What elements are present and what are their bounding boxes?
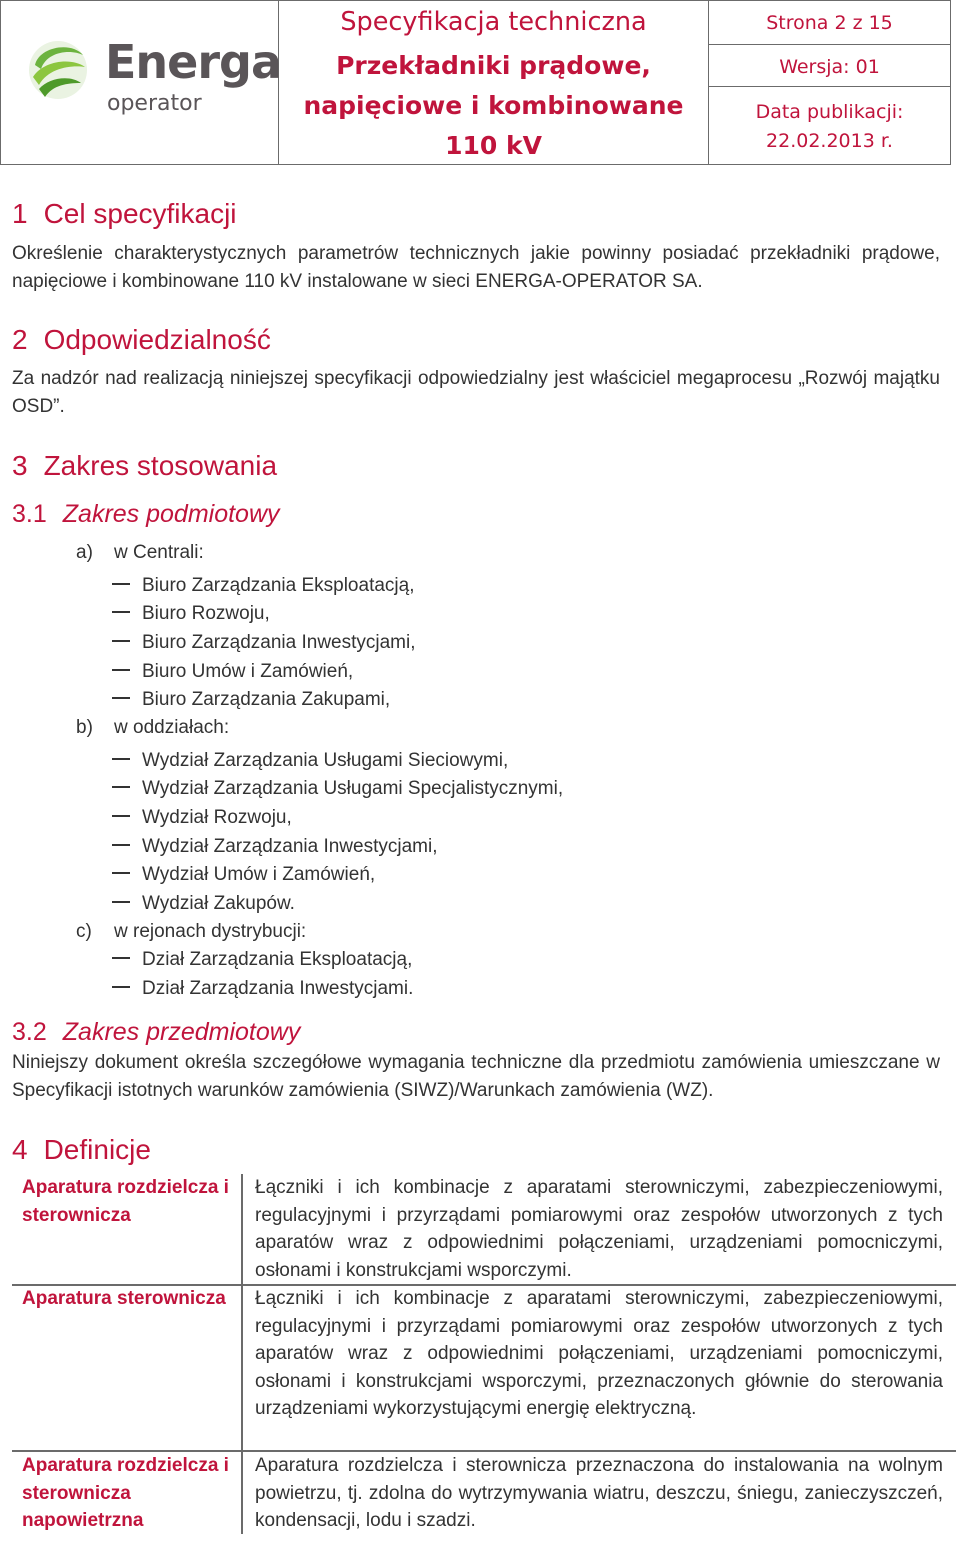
section-3-1-number: 3.1	[12, 500, 47, 528]
list-item: Biuro Rozwoju,	[112, 604, 270, 623]
document-header	[0, 0, 951, 165]
definition-term: Aparatura rozdzielcza i sterownicza	[22, 1177, 229, 1226]
section-4-number: 4	[12, 1134, 28, 1165]
section-3-2-heading	[12, 1020, 300, 1045]
list-item: Wydział Zakupów.	[112, 894, 295, 913]
list-item: Wydział Rozwoju,	[112, 808, 292, 827]
section-2-text: Za nadzór nad realizacją niniejszej specyfikacji odpowiedzialny jest właściciel megaprocesu „Rozwój majątku OSD”.	[12, 368, 940, 417]
page-number: Strona 2 z 15	[709, 1, 950, 45]
publication-date	[709, 87, 950, 151]
document-subtitle-line-2: napięciowe i kombinowane	[303, 91, 684, 120]
energa-logo-icon	[27, 39, 89, 101]
title-cell	[279, 1, 709, 164]
section-1-heading	[12, 200, 237, 228]
list-item: Wydział Zarządzania Usługami Sieciowymi,	[112, 751, 508, 770]
section-3-1-heading	[12, 502, 280, 527]
list-item: Biuro Zarządzania Zakupami,	[112, 690, 390, 709]
section-1-number: 1	[12, 198, 28, 229]
list-item: Biuro Zarządzania Eksploatacją,	[112, 576, 414, 595]
list-item: Wydział Umów i Zamówień,	[112, 865, 375, 884]
definition-description: Aparatura rozdzielcza i sterownicza przeznaczona do instalowania na wolnym powietrzu, tj. zdolna do wytrzymywania wiatru, deszczu, śniegu, zanieczyszczeń, kondensacji, lodu i szadzi.	[255, 1455, 943, 1531]
section-2-title: Odpowiedzialność	[43, 324, 271, 355]
section-3-heading	[12, 452, 277, 480]
list-item: Wydział Zarządzania Inwestycjami,	[112, 837, 437, 856]
list-group-b	[76, 718, 229, 737]
list-item: Dział Zarządzania Eksploatacją,	[112, 950, 412, 969]
document-subtitle-line-3: 110 kV	[445, 131, 542, 160]
section-2-number: 2	[12, 324, 28, 355]
section-4-title: Definicje	[43, 1134, 151, 1165]
section-1-title: Cel specyfikacji	[43, 198, 237, 229]
list-group-letter: c)	[76, 921, 92, 942]
meta-cell	[709, 1, 950, 164]
list-group-label: w oddziałach:	[114, 717, 230, 738]
document-title: Specyfikacja techniczna	[340, 7, 647, 37]
section-3-2-title: Zakres przedmiotowy	[62, 1018, 301, 1046]
logo-name: Energa	[105, 35, 282, 89]
logo-subtitle: operator	[107, 91, 202, 116]
list-group-letter: a)	[76, 542, 93, 563]
list-group-label: w Centrali:	[114, 542, 204, 563]
section-3-number: 3	[12, 450, 28, 481]
section-3-title: Zakres stosowania	[43, 450, 278, 481]
list-group-a	[76, 543, 204, 562]
definitions-column-divider	[241, 1174, 243, 1534]
list-item: Biuro Umów i Zamówień,	[112, 662, 353, 681]
publication-date-label: Data publikacji:	[755, 101, 904, 123]
definition-description: Łączniki i ich kombinacje z aparatami sterowniczymi, zabezpieczeniowymi, regulacyjnymi i przyrządami pomiarowymi oraz zespołów utworzonych z tych aparatów wraz z odpowiednimi połączeniami, urządzeniami pomocniczymi, osłonami i konstrukcjami wsporczymi.	[255, 1177, 943, 1281]
section-3-2-number: 3.2	[12, 1018, 47, 1046]
list-group-letter: b)	[76, 717, 93, 738]
list-group-c	[76, 922, 306, 941]
list-group-label: w rejonach dystrybucji:	[114, 921, 307, 942]
section-1-text: Określenie charakterystycznych parametrów technicznych jakie powinny posiadać przekładniki prądowe, napięciowe i kombinowane 110 kV instalowane w sieci ENERGA-OPERATOR SA.	[12, 243, 940, 292]
logo-cell	[1, 1, 282, 164]
list-item: Dział Zarządzania Inwestycjami.	[112, 979, 413, 998]
section-3-1-title: Zakres podmiotowy	[62, 500, 280, 528]
list-item: Wydział Zarządzania Usługami Specjalistycznymi,	[112, 779, 563, 798]
publication-date-value: 22.02.2013 r.	[766, 130, 893, 152]
definition-term: Aparatura sterownicza	[22, 1288, 226, 1309]
version: Wersja: 01	[709, 45, 950, 87]
section-4-heading	[12, 1136, 151, 1164]
list-item: Biuro Zarządzania Inwestycjami,	[112, 633, 416, 652]
section-2-heading	[12, 326, 271, 354]
document-subtitle-line-1: Przekładniki prądowe,	[336, 51, 651, 80]
definition-term: Aparatura rozdzielcza i sterownicza napowietrzna	[22, 1455, 229, 1531]
definition-description: Łączniki i ich kombinacje z aparatami sterowniczymi, zabezpieczeniowymi, regulacyjnymi i przyrządami pomiarowymi oraz zespołów utworzonych z tych aparatów wraz z odpowiednimi połączeniami, urządzeniami pomocniczymi, osłonami i konstrukcjami wsporczymi, przeznaczonych głównie do sterowania urządzeniami wykorzystującymi energię elektryczną.	[255, 1288, 943, 1419]
section-3-2-text: Niniejszy dokument określa szczegółowe wymagania techniczne dla przedmiotu zamówienia umieszczane w Specyfikacji istotnych warunków zamówienia (SIWZ)/Warunkach zamówienia (WZ).	[12, 1052, 940, 1101]
